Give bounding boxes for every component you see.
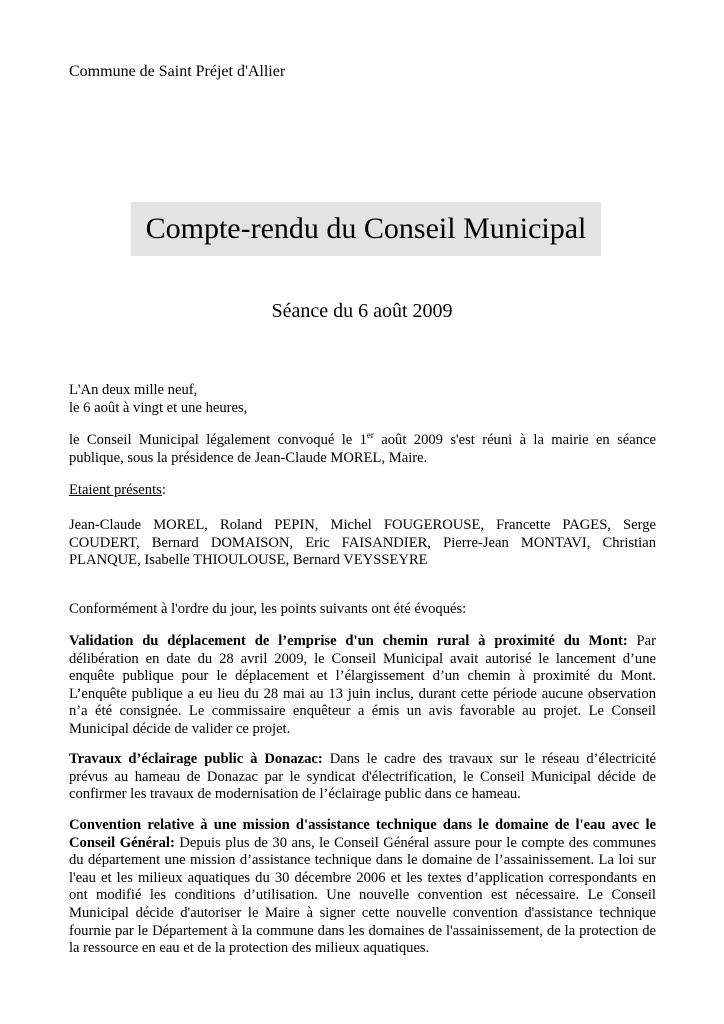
session-date: Séance du 6 août 2009 xyxy=(271,300,453,322)
attendance-list xyxy=(69,517,656,570)
agenda-intro: Conformément à l'ordre du jour, les points suivants ont été évoqués: xyxy=(69,601,467,617)
intro-date-line: le 6 août à vingt et une heures, xyxy=(69,399,248,416)
attendance-line-3: PLANQUE, Isabelle THIOULOUSE, Bernard VEYSSEYRE xyxy=(69,552,428,569)
convocation-line-2: publique, sous la présidence de Jean-Claude MOREL, Maire. xyxy=(69,449,428,466)
item-1-line-1: Validation du déplacement de l’emprise d'un chemin rural à proximité du Mont: Par xyxy=(69,633,656,649)
attendance-label-block: Etaient présents: xyxy=(69,482,166,498)
item-3-heading-line-1: Convention relative à une mission d'assistance technique dans le domaine de l'eau avec le xyxy=(69,817,656,833)
commune-name: Commune de Saint Préjet d'Allier xyxy=(69,63,286,80)
item-1-heading: Validation du déplacement de l’emprise d'un chemin rural à proximité du Mont: xyxy=(69,633,628,649)
intro-block xyxy=(69,382,656,417)
agenda-item-chemin-rural: Validation du déplacement de l’emprise d'un chemin rural à proximité du Mont: Par délibération en date du 28 avril 2009, le Conseil Municipal avait autorisé le lancement d’une enquête publique pour le déplacement et l’élargissement d’un chemin à proximité du Mont. L’enquête publique a eu lieu du 28 mai au 13 juin inclus, durant cette période aucune observation n’a été consignée. Le commissaire enquêteur a émis un avis favorable au projet. Le Conseil Municipal décide de valider ce projet. xyxy=(69,633,656,737)
item-2-heading: Travaux d’éclairage public à Donazac: xyxy=(69,751,323,767)
item-3-line-2: Conseil Général: Depuis plus de 30 ans, le Conseil Général assure pour le compte des communes xyxy=(69,834,656,851)
attendance-line-1: Jean-Claude MOREL, Roland PEPIN, Michel FOUGEROUSE, Francette PAGES, Serge xyxy=(69,517,656,533)
attendance-line-2: COUDERT, Bernard DOMAISON, Eric FAISANDIER, Pierre-Jean MONTAVI, Christian xyxy=(69,534,656,551)
agenda-item-eclairage: Travaux d’éclairage public à Donazac: Dans le cadre des travaux sur le réseau d’électricité prévus au hameau de Donazac par le syndicat d'électrification, le Conseil Municipal décide de confirmer les travaux de modernisation de l’éclairage public dans ce hameau. xyxy=(69,751,656,803)
intro-year-line: L'An deux mille neuf, xyxy=(69,382,198,398)
agenda-item-convention-eau: Convention relative à une mission d'assistance technique dans le domaine de l'eau avec le Conseil Général: Depuis plus de 30 ans, le Conseil Général assure pour le compte des communes du département une mission d’assistance technique dans le domaine de l’assainissement. La loi sur l'eau et les milieux aquatiques du 30 décembre 2006 et les textes d’application correspondants en ont modifié les conditions d’utilisation. Une nouvelle convention est nécessaire. Le Conseil Municipal décide d'autoriser le Maire à signer cette nouvelle convention d'assistance technique fournie par le Département à la commune dans les domaines de l'assainissement, de la protection de la ressource en eau et de la protection des milieux aquatiques. xyxy=(69,817,656,957)
convocation-paragraph xyxy=(69,432,656,467)
document-title: Compte-rendu du Conseil Municipal xyxy=(131,202,601,256)
item-2-line-1: Travaux d’éclairage public à Donazac: Dans le cadre des travaux sur le réseau d’électricité xyxy=(69,751,656,767)
attendance-label: Etaient présents xyxy=(69,482,162,498)
convocation-line-1: le Conseil Municipal légalement convoqué le 1er août 2009 s'est réuni à la mairie en séance xyxy=(69,430,656,448)
item-3-heading-line-2: Conseil Général: xyxy=(69,834,175,851)
